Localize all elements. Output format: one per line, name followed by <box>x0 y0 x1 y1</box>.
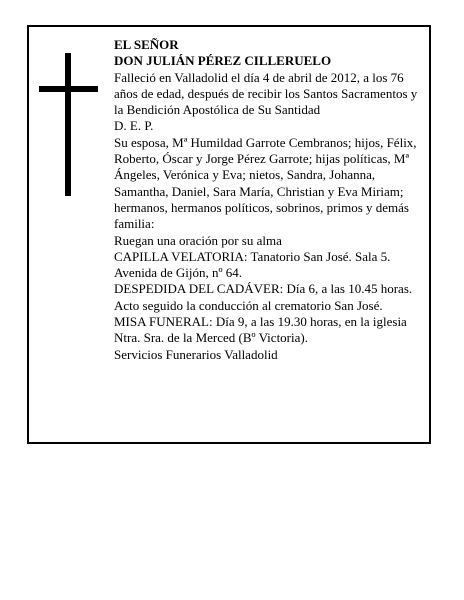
wake-location: CAPILLA VELATORIA: Tanatorio San José. Sala 5. Avenida de Gijón, nº 64. <box>114 248 391 281</box>
heading-title: EL SEÑOR <box>114 37 179 52</box>
farewell-details: DESPEDIDA DEL CADÁVER: Día 6, a las 10.45 horas. Acto seguido la conducción al crematorio San José. <box>114 281 413 313</box>
funeral-mass-details: MISA FUNERAL: Día 9, a las 19.30 horas, en la iglesia Ntra. Sra. de la Merced (Bº Victoria). <box>114 314 407 346</box>
family-list: Su esposa, Mª Humildad Garrote Cembranos; hijos, Félix, Roberto, Óscar y Jorge Pérez Garrote; hijas políticas, Mª Ángeles, Verónica y Eva; nietos, Sandra, Johanna, Samantha, Daniel, Sara María, Christian y Eva Miriam; hermanos, hermanos políticos, sobrinos, primos y demás familia: <box>114 134 417 232</box>
obituary-text <box>114 37 420 363</box>
deceased-name: DON JULIÁN PÉREZ CILLERUELO <box>114 53 332 69</box>
prayer-request: Ruegan una oración por su alma <box>114 232 282 248</box>
death-details: Falleció en Valladolid el día 4 de abril de 2012, a los 76 años de edad, después de recibir los Santos Sacramentos y la Bendición Apostólica de Su Santidad <box>114 69 418 118</box>
cross-horizontal-bar <box>39 86 98 92</box>
funeral-service-provider: Servicios Funerarios Valladolid <box>114 346 278 362</box>
rip-line: D. E. P. <box>114 118 154 134</box>
cross-vertical-bar <box>65 53 71 196</box>
cross-icon <box>39 53 98 196</box>
